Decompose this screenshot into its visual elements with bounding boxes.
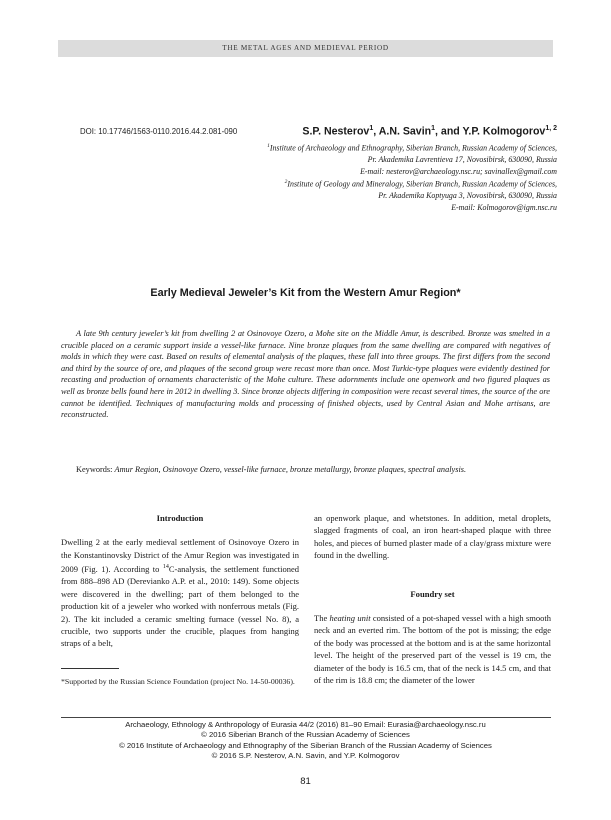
keywords-values: Amur Region, Osinovoye Ozero, vessel-like furnace, bronze metallurgy, bronze plaques, spectral analysis.	[114, 465, 467, 474]
footnote-rule	[61, 668, 119, 669]
foundry-paragraph: The heating unit consisted of a pot-shaped vessel with a high smooth neck and an everted rim. The bottom of the pot is missing; the edge of the body was processed at the bottom and is at the same horizontal level. The height of the preserved part of the vessel is 19 cm, the diameter of the body is 16.5 cm, that of the neck is 14.5 cm, and that of the rim is 18.8 cm; the diameter of the lower	[314, 613, 551, 686]
keywords-label: Keywords:	[76, 465, 113, 474]
author-1-affil: 1	[369, 125, 374, 132]
affiliation-email: E-mail: nesterov@archaeology.nsc.ru; savinallex@gmail.com	[360, 166, 557, 176]
doi: DOI: 10.17746/1563-0110.2016.44.2.081-090	[80, 127, 238, 136]
affiliation-line: $^1$Institute of Archaeology and Ethnography, Siberian Branch, Russian Academy of Sciences,	[267, 143, 557, 153]
abstract: A late 9th century jeweler’s kit from dwelling 2 at Osinovoye Ozero, a Mohe site on the Middle Amur, is described. Bronze was smelted in a crucible placed on a ceramic support inside a vessel-like furnace. Nine bronze plaques from the same dwelling are compared with negatives of molds in which they were cast. Based on results of elemental analysis of the plaques, these fall into three groups. The first differs from the second and third by the source of ore, and plaques of the second group were recast more than once. Most Turkic-type plaques were evidently destined for recasting and production of ornaments characteristic of the Mohe culture. These adornments include one openwork and two figured plaques as well as bronze bells found here in 2012 in dwelling 3. Since bronze objects differing in composition were recast several times, the source of the ore cannot be identified. Techniques of manufacturing molds and processing of finished objects, used by Central Asian and Mohe artisans, are reconstructed.	[61, 329, 550, 420]
author-3: and Y.P. Kolmogorov	[440, 125, 546, 138]
introduction-paragraph: Dwelling 2 at the early medieval settlement of Osinovoye Ozero in the Konstantinovsky District of the Amur Region was investigated in 2009 (Fig. 1). According to $^{14}$C-analysis, the settlement functioned from 888–898 AD (Derevianko A.P. et al., 2010: 149). Some objects were discovered in the dwelling; part of them belonged to the production kit of a jeweler who worked with nonferrous metals (Fig. 2). The kit included a ceramic smelting furnace (vessel No. 8), a crucible, two supports under the crucible, plaques from hanging straps of a belt,	[61, 537, 299, 649]
copyright-line: © 2016 Institute of Archaeology and Ethnography of the Siberian Branch of the Russian Academy of Sciences	[119, 740, 492, 750]
affiliations	[97, 141, 557, 213]
author-3-affil: 1, 2	[545, 125, 557, 132]
left-column	[61, 512, 299, 650]
affiliation-line: $^2$Institute of Geology and Mineralogy, Siberian Branch, Russian Academy of Sciences,	[284, 179, 557, 189]
continued-paragraph: an openwork plaque, and whetstones. In addition, metal droplets, slagged fragments of coal, an iron heart-shaped plaque with three holes, and pieces of burned plaster made of a clay/grass mixture were found in the dwelling.	[314, 513, 551, 561]
article-title: Early Medieval Jeweler’s Kit from the Western Amur Region*	[150, 287, 461, 299]
affiliation-email: E-mail: Kolmogorov@igm.nsc.ru	[451, 202, 557, 212]
section-header	[58, 40, 553, 57]
author-1: S.P. Nesterov	[302, 125, 370, 138]
copyright-line: © 2016 S.P. Nesterov, A.N. Savin, and Y.P. Kolmogorov	[211, 751, 400, 761]
author-2-affil: 1	[431, 125, 436, 132]
journal-info: Archaeology, Ethnology & Anthropology of Eurasia 44/2 (2016) 81–90 Email: Eurasia@archaeology.nsc.ru	[125, 720, 486, 729]
journal-footer	[0, 720, 611, 762]
footnote: *Supported by the Russian Science Foundation (project No. 14-50-00036).	[61, 677, 295, 686]
author-2: A.N. Savin	[378, 125, 432, 138]
affiliation-line: Pr. Akademika Koptyuga 3, Novosibirsk, 630090, Russia	[378, 191, 557, 201]
section-title: THE METAL AGES AND MEDIEVAL PERIOD	[222, 44, 389, 52]
affiliation-line: Pr. Akademika Lavrentieva 17, Novosibirsk, 630090, Russia	[367, 155, 557, 165]
author-list: S.P. Nesterov$^1$, A.N. Savin$^1$, and Y.P. Kolmogorov$^{1, 2}$	[302, 125, 557, 138]
footer-rule	[61, 717, 551, 718]
introduction-heading: Introduction	[156, 513, 204, 523]
copyright-line: © 2016 Siberian Branch of the Russian Academy of Sciences	[201, 730, 410, 740]
page-number: 81	[300, 776, 311, 787]
keywords	[61, 464, 550, 476]
right-column	[314, 512, 551, 686]
title-footnote-marker: *	[456, 287, 461, 299]
foundry-set-heading: Foundry set	[410, 588, 455, 599]
